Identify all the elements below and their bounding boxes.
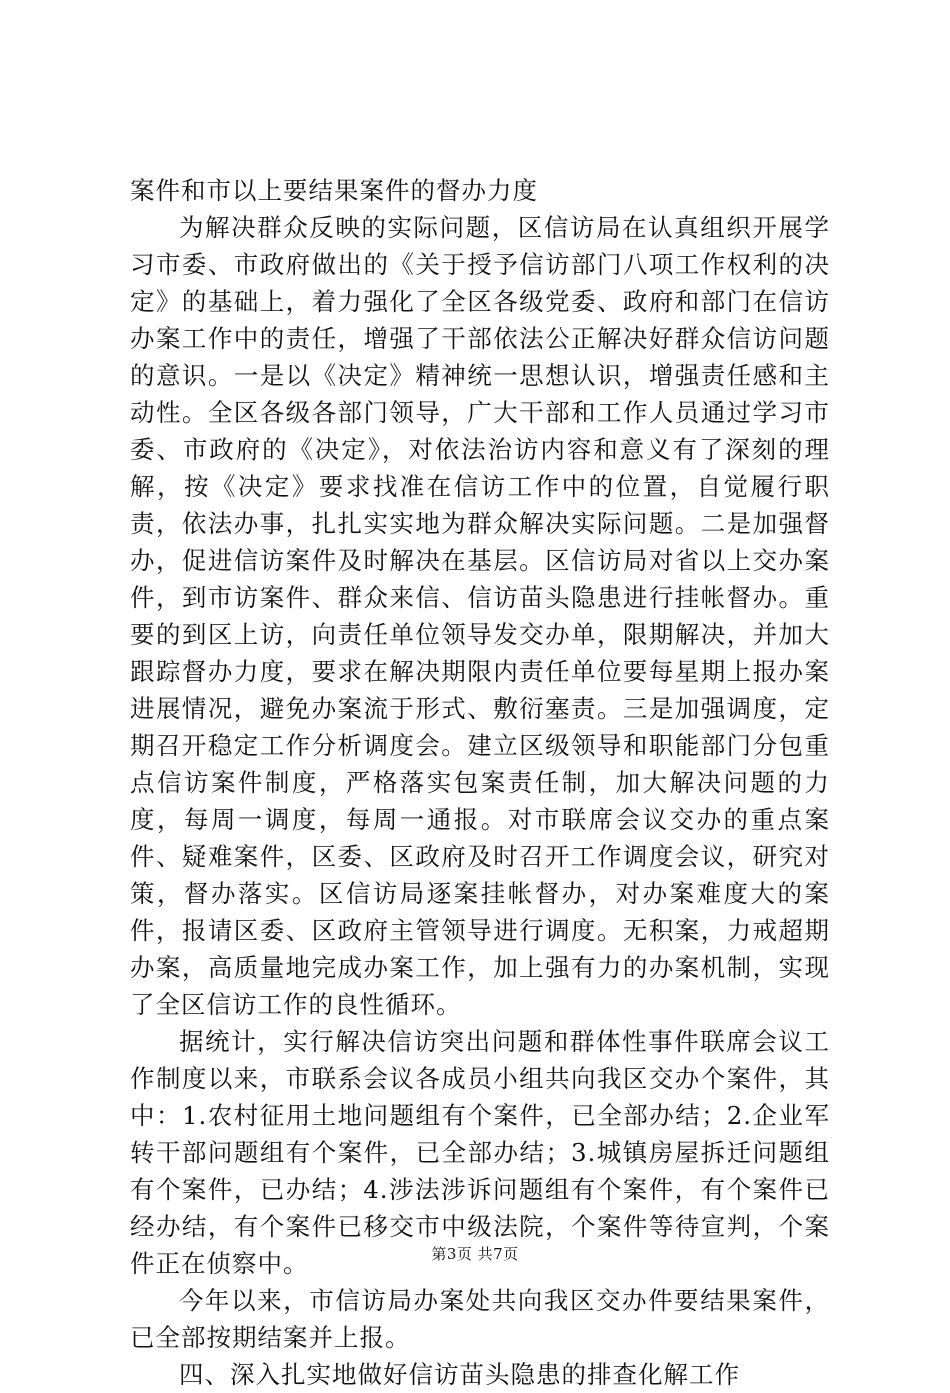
paragraph-this-year: 今年以来，市信访局办案处共向我区交办件要结果案件，已全部按期结案并上报。: [130, 1286, 830, 1352]
document-body: [130, 172, 830, 1393]
page-number-label: 第3页 共7页: [431, 1245, 519, 1263]
paragraph-continuation: 案件和市以上要结果案件的督办力度: [130, 176, 538, 205]
page-footer: [0, 1244, 950, 1264]
section-heading-four: 四、深入扎实地做好信访苗头隐患的排查化解工作: [179, 1360, 740, 1389]
paragraph-statistics: 据统计，实行解决信访突出问题和群体性事件联席会议工作制度以来，市联系会议各成员小组共向我区交办个案件，其中：1.农村征用土地问题组有个案件，已全部办结；2.企业军转干部问题组有个案件，已全部办结；3.城镇房屋拆迁问题组有个案件，已办结；4.涉法涉诉问题组有个案件，有个案件已经办结，有个案件已移交市中级法院，个案件等待宣判，个案件正在侦察中。: [130, 1027, 830, 1278]
paragraph-implementation: 为解决群众反映的实际问题，区信访局在认真组织开展学习市委、市政府做出的《关于授予信访部门八项工作权利的决定》的基础上，着力强化了全区各级党委、政府和部门在信访办案工作中的责任，增强了干部依法公正解决好群众信访问题的意识。一是以《决定》精神统一思想认识，增强责任感和主动性。全区各级各部门领导，广大干部和工作人员通过学习市委、市政府的《决定》，对依法治访内容和意义有了深刻的理解，按《决定》要求找准在信访工作中的位置，自觉履行职责，依法办事，扎扎实实地为群众解决实际问题。二是加强督办，促进信访案件及时解决在基层。区信访局对省以上交办案件，到市访案件、群众来信、信访苗头隐患进行挂帐督办。重要的到区上访，向责任单位领导发交办单，限期解决，并加大跟踪督办力度，要求在解决期限内责任单位要每星期上报办案进展情况，避免办案流于形式、敷衍塞责。三是加强调度，定期召开稳定工作分析调度会。建立区级领导和职能部门分包重点信访案件制度，严格落实包案责任制，加大解决问题的力度，每周一调度，每周一通报。对市联席会议交办的重点案件、疑难案件，区委、区政府及时召开工作调度会议，研究对策，督办落实。区信访局逐案挂帐督办，对办案难度大的案件，报请区委、区政府主管领导进行调度。无积案，力戒超期办案，高质量地完成办案工作，加上强有力的办案机制，实现了全区信访工作的良性循环。: [130, 213, 830, 1019]
